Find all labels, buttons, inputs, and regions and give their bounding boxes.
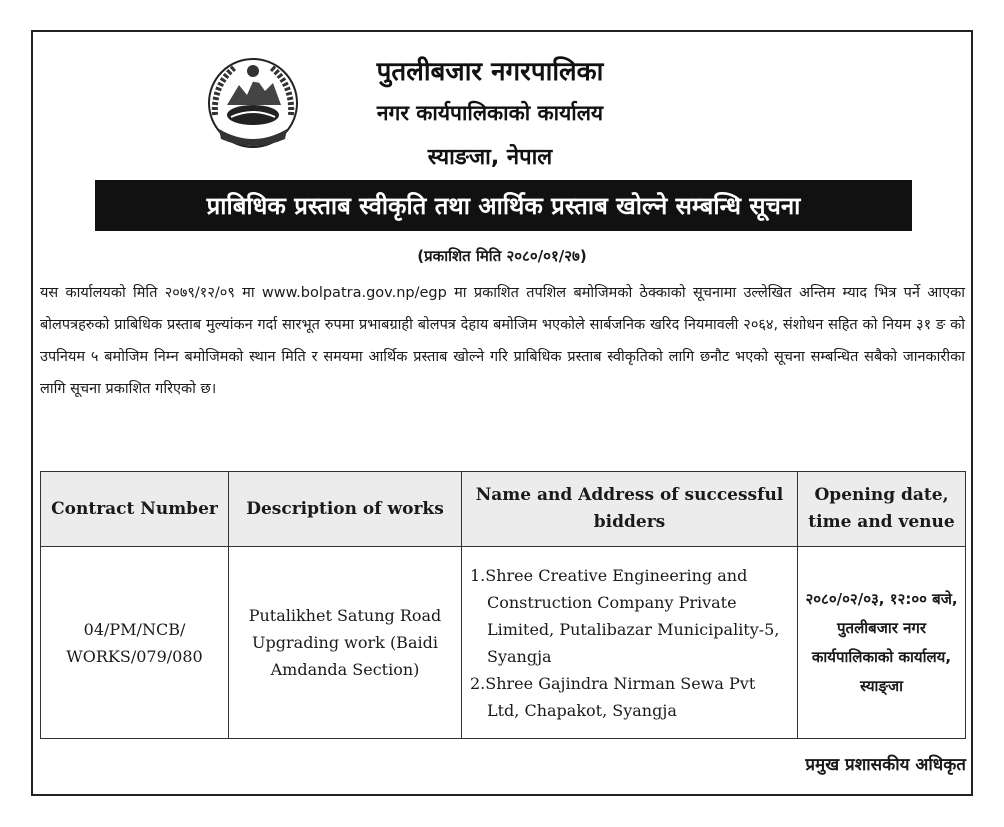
office-name: नगर कार्यपालिकाको कार्यालय xyxy=(376,101,604,125)
table-header-row xyxy=(41,472,966,547)
table-row xyxy=(41,547,966,739)
bid-table xyxy=(40,471,966,739)
contract-number-cell: 04/PM/NCB/ WORKS/079/080 xyxy=(41,547,229,739)
description-cell: Putalikhet Satung Road Upgrading work (Baidi Amdanda Section) xyxy=(229,547,462,739)
published-date: (प्रकाशित मिति २०८०/०१/२७) xyxy=(417,247,587,265)
header-bidders: Name and Address of successful bidders xyxy=(462,472,798,547)
notice-title-banner: प्राबिधिक प्रस्ताब स्वीकृति तथा आर्थिक प्रस्ताब खोल्ने सम्बन्धि सूचना xyxy=(95,180,912,231)
opening-venue-cell: २०८०/०२/०३, १२:०० बजे, पुतलीबजार नगर कार्यपालिकाको कार्यालय, स्याङ्जा xyxy=(798,547,966,739)
bidders-cell xyxy=(462,547,798,739)
nepal-emblem-icon xyxy=(205,55,301,151)
notice-body: यस कार्यालयको मिति २०७९/१२/०९ मा www.bolpatra.gov.np/egp मा प्रकाशित तपशिल बमोजिमको ठेक्काको सूचनामा उल्लेखित अन्तिम म्याद भित्र पर्ने आएका बोलपत्रहरुको प्राबिधिक प्रस्ताब मुल्यांकन गर्दा सारभूत रुपमा प्रभाबग्राही बोलपत्र देहाय बमोजिम भएकोले सार्बजनिक खरिद नियमावली २०६४, संशोधन सहित को नियम ३१ ङ को उपनियम ५ बमोजिम निम्न बमोजिमको स्थान मिति र समयमा आर्थिक प्रस्ताब खोल्ने गरि प्राबिधिक प्रस्ताब स्वीकृतिको लागि छनौट भएको सूचना सम्बन्धित सबैको जानकारीका लागि सूचना प्रकाशित गरिएको छ। xyxy=(40,285,965,397)
signatory-title: प्रमुख प्रशासकीय अधिकृत xyxy=(805,755,966,775)
bidder-item: 1.Shree Creative Engineering and Construction Company Private Limited, Putalibazar Municipality-5, Syangja xyxy=(470,565,780,666)
office-location: स्याङजा, नेपाल xyxy=(427,145,553,170)
municipality-name: पुतलीबजार नगरपालिका xyxy=(376,57,604,87)
header-contract-number: Contract Number xyxy=(41,472,229,547)
header-description: Description of works xyxy=(229,472,462,547)
bidder-item: 2.Shree Gajindra Nirman Sewa Pvt Ltd, Chapakot, Syangja xyxy=(470,673,756,720)
header-opening: Opening date, time and venue xyxy=(798,472,966,547)
